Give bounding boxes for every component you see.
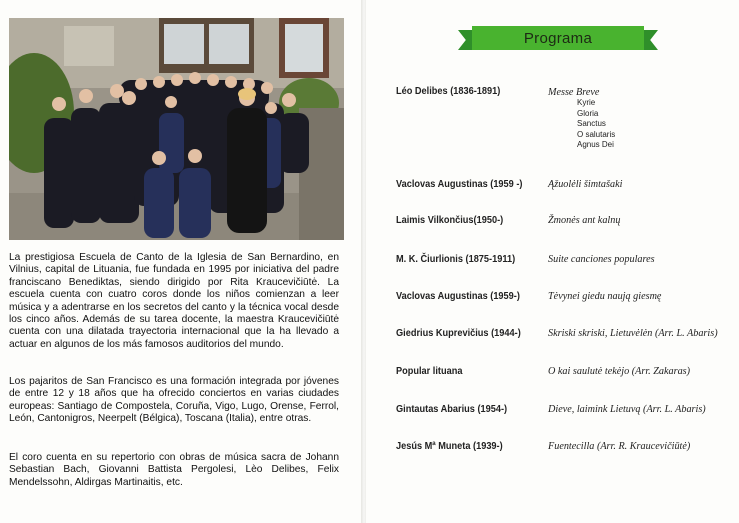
movement-list (577, 98, 615, 151)
composer-name: Vaclovas Augustinas (1959 -) (396, 179, 523, 190)
composer-name: Gintautas Abarius (1954-) (396, 404, 508, 415)
work-title: O kai saulutė tekėjo (Arr. Zakaras) (548, 366, 691, 377)
composer-name: Jesús Mª Muneta (1939-) (396, 441, 503, 452)
work-title: Messe Breve (548, 87, 600, 98)
work-title: Tėvynei giedu naują giesmę (548, 291, 662, 302)
work-title: Suite canciones populares (548, 254, 655, 265)
program-banner (458, 26, 658, 52)
intro-paragraph: La prestigiosa Escuela de Canto de la Iglesia de San Bernardino, en Vilnius, capital de Lituania, fue fundada en 1995 por iniciativa del padre franciscano Benediktas, siendo dirigido por Rita Kraucevičiūtė. La escuela cuenta con cuatro coros donde los niños comienzan a leer música y a adentrarse en los secretos del canto y la técnica vocal desde los cinco años. Además de su tarea docente, la maestra Kraucevičiūtė cuenta con una dilatada trayectoria internacional que la ha llevado a actuar en algunos de los más famosos auditorios del mundo. (9, 252, 339, 350)
banner-title: Programa (472, 26, 644, 50)
work-title: Dieve, laimink Lietuvą (Arr. L. Abaris) (548, 404, 706, 415)
composer-name: Léo Delibes (1836-1891) (396, 86, 501, 97)
composer-name: M. K. Čiurlionis (1875-1911) (396, 254, 516, 265)
left-page (0, 0, 362, 523)
right-page (366, 0, 739, 523)
choir-paragraph: Los pajaritos de San Francisco es una formación integrada por jóvenes de entre 12 y 18 años que ha ofrecido conciertos en varias ciudades europeas: Santiago de Compostela, Coruña, Vigo, Lugo, Orense, Ferrol, León, Cantonigros, Neerpelt (Bélgica), Toscana (Italia), entre otras. (9, 376, 339, 425)
repertoire-paragraph: El coro cuenta en su repertorio con obras de música sacra de Johann Sebastian Bach, Giovanni Battista Pergolesi, Lèo Delibes, Felix Mendelssohn, Aldirgas Martinaitis, etc. (9, 452, 339, 488)
movement-item: Agnus Dei (577, 140, 614, 149)
work-title: Ąžuolėli šimtašaki (548, 179, 623, 190)
composer-name: Laimis Vilkončius(1950-) (396, 215, 504, 226)
composer-name: Vaclovas Augustinas (1959-) (396, 291, 520, 302)
movement-item: Gloria (577, 108, 599, 118)
movement-item: O salutaris (577, 129, 616, 139)
work-title: Žmonės ant kalnų (548, 215, 621, 226)
composer-name: Popular lituana (396, 366, 463, 377)
work-title: Skriski skriski, Lietuvėlėn (Arr. L. Abaris) (548, 328, 718, 339)
composer-name: Giedrius Kuprevičius (1944-) (396, 328, 521, 339)
movement-item: Sanctus (577, 119, 606, 128)
choir-photo (9, 18, 344, 240)
movement-item: Kyrie (577, 98, 596, 107)
work-title: Fuentecilla (Arr. R. Kraucevičiūtė) (548, 441, 691, 452)
